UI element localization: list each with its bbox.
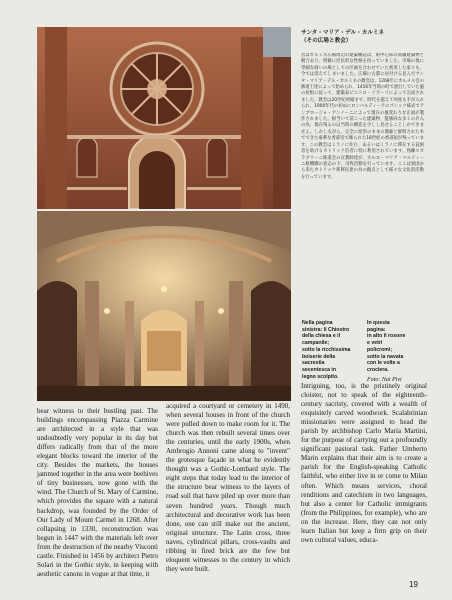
article-column-3 bbox=[301, 382, 427, 545]
caption-left-page: Nella pagina sinistra: il Chiostro della chiesa e il campanile; sotto la ricchissima boiserie della sacrestia secentesca in legno scolpito. bbox=[302, 320, 351, 380]
column-1-text: bear witness to their bustling past. The buildings encompassing Piazza Carmine are architected in a style that was undoubtedly very popular in its day but differs radically from that of the more elegant blocks toward the interior of the city. Besides the markets, the houses jammed together in the area were beehives of tiny businesses, now gone with the wind. The Church of St. Mary of Carmine, which provides the square with a natural backdrop, was founded by the Order of Our Lady of Mount Carmel in 1268. After collapsing in 1330, reconstruction was begun in 1447 with the materials left over from the destruction of the nearby Visconti castle. Finished in 1456 by architect Pietro Solari in the Gothic style, in keeping with aesthetic canons in vogue at that time, it bbox=[37, 407, 158, 578]
church-nave-illustration bbox=[37, 211, 291, 401]
caption-this-page: In questa pagina: in alto il rosone e vetri policromi; sotto la navata con le volte a crociera. bbox=[367, 320, 406, 373]
column-3-text: Intriguing, too, is the pristinely original cloister, not to speak of the eighteenth-century sacristy, covered with a wealth of exquisitely carved woodwork. Scalabrinian missionaries were assigned to head the parish by archbishop Carlo Maria Martini, for the purpose of carrying out a profoundly significant pastoral task. Father Umberto Marin explains that their aim is to create a parish for the English-speaking Catholic faithful, who either live in or come to Milan often. Which means services, choral renditions and catechism in two languages, but also a center for Catholic immigrants (from the Philippines, for example), who are on the increase. Here, they can not only learn Italian but keep a firm grip on their own cultural values, educa- bbox=[301, 382, 427, 544]
church-facade-illustration bbox=[37, 27, 291, 209]
japanese-title bbox=[301, 30, 426, 45]
japanese-title-line1: サンタ・マリア・デル・カルミネ bbox=[301, 30, 385, 36]
church-nave-photo bbox=[37, 211, 291, 401]
japanese-title-line2: （その広場と教会） bbox=[301, 37, 352, 44]
article-column-1 bbox=[37, 407, 158, 579]
church-facade-photo bbox=[37, 27, 291, 209]
japanese-body-text: 昔はカルミネ広場周辺の建築構造は、街中心部の高級建築物と競合あり、明確に庶民的な性格を持っていました。市場の他に零細な商いの場としての区画を合わせていた密度した家々も、今では消えてしまいました。広場に古都に居付ける見んだサンタ・マリア・デル・カルミネの教会は、1268年にカルメル会の修道士達によって始められ、1456年当時の町で流行していた風の屋根に従って、建築家ピエトロ・ソラーリによって完成されました。教会は20世紀初頭まで、時代を越えて何度も手が入れられ、1900年代の初めにロンバルディーアのゴシック様式でアンブロージョ・アンノーニによって現在の風変わりな正面が製作されました。相当いて前こった建築物、監修尚な多くの介入の為、現在残るのは当時の構造を少しし見せることしかできません。しかしながら、完全に原形のままの側廊と鮮明された木でできた豪華な香部室で飾られた18世紀の香部屋が残っています。この教会はミラノに住む、あるいはミラノに滞在する貧困者を助けるカトリック信者に特に利用されています。熟練スカラブリーニ修道会の宣教師達が、カルロ・マリア・マルティーニ枢機卿の意志の下、司牧活動を行っています。ここは異国から来たカトリック系移民達の為の拠点として様々な文化的活動を行っています。 bbox=[301, 53, 424, 180]
article-column-2 bbox=[166, 402, 290, 574]
photo-credit: Foto: Nat Pivi bbox=[367, 377, 402, 383]
column-2-text: acquired a courtyard or cemetery in 1490, when several houses in front of the church were pulled down to make room for it. The church was then rebuilt several times over the centuries, until the early 1900s, when Ambrogio Annoni came along to "invent" the grotesque façade in what he evidently thought was a Gothic-Lombard style. The eight steps that today lead to the interior of the structure bear witness to the layers of road soil that have piled up over more than seven hundred years. Though much architectural and decorative work has been done, one can still make out the ancient, original structure. The Latin cross, three naves, cylindrical pillars, cross-vaults and ribbing in fired brick are the few but eloquent witnesses to the century in which they were built. bbox=[166, 402, 290, 573]
page-number: 19 bbox=[409, 580, 418, 589]
